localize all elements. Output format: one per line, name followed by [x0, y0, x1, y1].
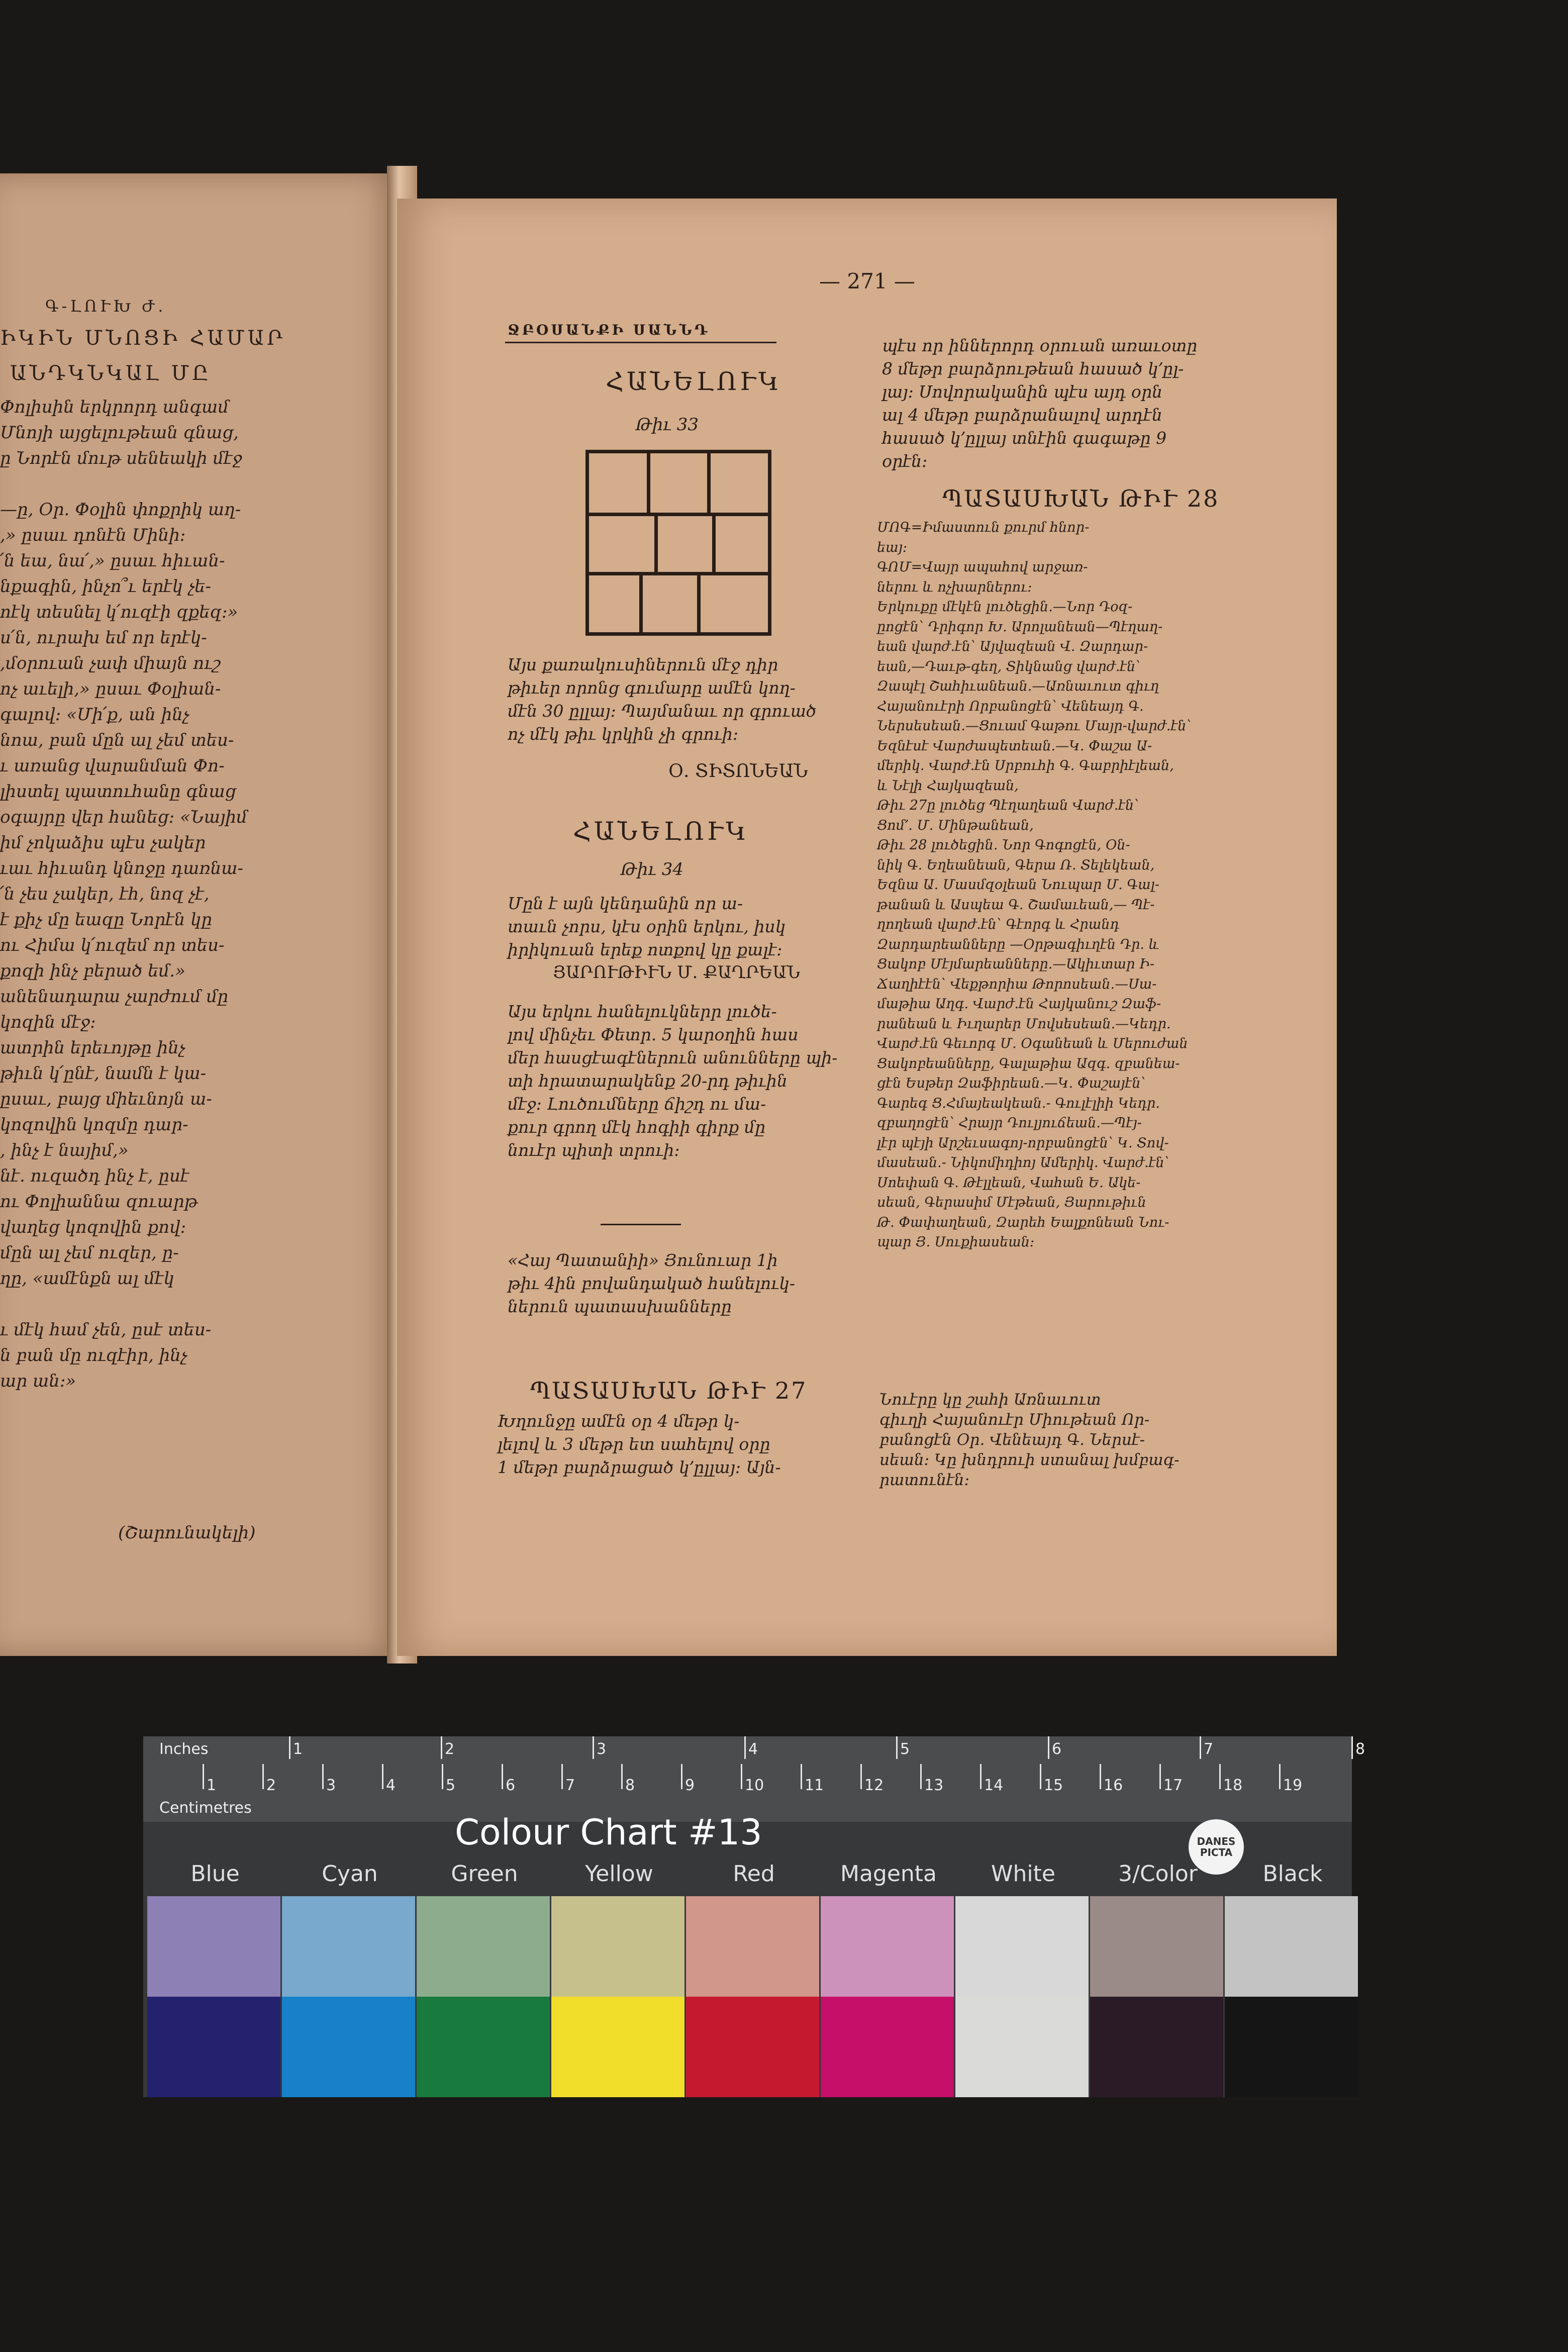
left-chapter: Գ-ԼՈՒԽ Ժ.: [45, 297, 166, 316]
text-line: Այս քառակուսիներուն մէջ դիր: [508, 655, 778, 674]
chart-title: Colour Chart #13: [455, 1812, 762, 1853]
patch-dark: [551, 1997, 684, 2097]
text-line: եայ։: [877, 539, 908, 555]
inch-label: 7: [1204, 1740, 1214, 1758]
text-line: ալ 4 մեթր բարձրանալով արդէն: [882, 405, 1162, 425]
left-text-line: ոչ աւելի,» ըսաւ Փօլիան-: [0, 679, 221, 699]
cm-label: 6: [506, 1777, 516, 1794]
left-text-line: ոէկ տեսնել կ՛ուզէի զքեզ։»: [0, 602, 238, 622]
cm-tick: [502, 1764, 503, 1789]
cm-tick: [980, 1764, 982, 1789]
puzzle34-heading: ՀԱՆԵԼՈՒԿ: [573, 817, 749, 846]
left-text-line: ղը, «ամէնքն ալ մէկ: [0, 1268, 174, 1289]
cm-tick: [1040, 1764, 1041, 1789]
puzzle34-number: Թիւ 34: [621, 859, 683, 879]
cm-tick: [203, 1764, 204, 1789]
text-line: Մըն է այն կենդանին որ ա-: [508, 894, 743, 913]
text-line: լով մինչեւ Փետր. 5 կարօղին հաս: [508, 1025, 799, 1044]
cm-tick: [1100, 1764, 1101, 1789]
text-line: մէն 30 ըլլայ։ Պայմանաւ որ գրուած: [508, 701, 817, 721]
text-line: ոչ մէկ թիւ կրկին չի գրուի։: [508, 724, 739, 744]
cm-label: 3: [326, 1777, 336, 1794]
answers-notice: [508, 1249, 795, 1318]
text-line: մերիկ. Վարժ.էն Սրբուհի Գ. Գաբրիէլեան,: [877, 758, 1174, 773]
cm-tick: [1159, 1764, 1161, 1789]
puzzle34-text: [508, 892, 786, 961]
cm-label: 5: [446, 1777, 456, 1794]
left-text-line: կոզովին կոզմը դար-: [0, 1115, 188, 1135]
text-line: մասեան.- Նիկոմիդիոյ Ամերիկ. Վարժ.էն՝: [877, 1155, 1169, 1170]
patch-dark: [821, 1997, 954, 2097]
text-line: թիւեր որոնց գումարը ամէն կող-: [508, 678, 796, 698]
left-body: [0, 397, 302, 1397]
text-line: Այս երկու հանելուկներր լուծե-: [508, 1002, 777, 1021]
text-line: ցէն Եսթեր Զաֆիրեան.—Կ. Փաշայէն՝: [877, 1075, 1146, 1091]
left-text-line: անենադարա չարժում մը: [0, 987, 229, 1007]
left-text-line: ՛ն չես չակեր, էհ, նոզ չէ,: [0, 884, 210, 904]
text-line: Գարեգ Ց.Հմայեակեան.- Գուլէլիի Կեդր.: [877, 1095, 1160, 1111]
cm-tick: [262, 1764, 264, 1789]
inch-label: 4: [748, 1740, 758, 1758]
patch-dark: [147, 1997, 280, 2097]
cm-label: 19: [1283, 1777, 1303, 1794]
inch-tick: [289, 1736, 290, 1759]
inch-tick: [593, 1736, 594, 1759]
puzzle34-instructions: [508, 1000, 837, 1162]
cm-label: 2: [266, 1777, 276, 1794]
text-line: զբաղոցէն՝ Հրայր Դուլյուճեան.—Պէյ-: [877, 1115, 1142, 1131]
left-text-line: նէ. ուզածդ ինչ է, ըսէ: [0, 1166, 189, 1186]
patch-label: White: [991, 1861, 1055, 1887]
left-text-line: է քիչ մը եազը Նորէն կը: [0, 910, 212, 930]
cm-tick: [442, 1764, 443, 1789]
left-text-line: ն բան մը ուզէիր, ինչ: [0, 1345, 187, 1365]
text-line: Ներսեսեան.—Ցուամ Գաթու Մայր-վարժ.էն՝: [877, 718, 1192, 734]
text-line: ըոցէն՝ Դրիգոր Խ. Արոլանեան—Պէղաղ-: [877, 619, 1163, 635]
section-rule: [505, 342, 776, 343]
section-title: ՋԲՕՍԱՆՔԻ ՍԱՆՆԴ: [508, 322, 710, 338]
text-line: Ճաղիէէն՝ Վեքթորիա Թորոսեան.—Սա-: [877, 976, 1157, 992]
cm-label: 17: [1163, 1777, 1183, 1794]
cm-tick: [561, 1764, 563, 1789]
left-text-line: ը Նորէն մութ սենեակի մէջ: [0, 448, 242, 468]
left-heading-1: ԻԿԻՆ ՄՆՈՑԻ ՀԱՄԱՐ: [0, 327, 286, 350]
text-line: լելով և 3 մեթր ետ սահելով օրը: [498, 1434, 770, 1454]
answer28-text: [877, 518, 1191, 1252]
puzzle33-author: Օ. ՏԻՏՈՆԵԱՆ: [668, 761, 808, 781]
patch-label: 3/Color: [1118, 1861, 1198, 1887]
inch-tick: [1200, 1736, 1201, 1759]
text-line: Խղունջը ամէն օր 4 մեթր կ-: [498, 1411, 740, 1431]
text-line: և Նէլի Հայկազեան,: [877, 777, 1019, 794]
cm-label: 16: [1104, 1777, 1123, 1794]
text-line: 1 մեթր բարձրացած կ՚ըլլայ։ Այն-: [498, 1457, 781, 1477]
left-text-line: Փոլիսին երկրորդ անգամ: [0, 397, 229, 417]
text-line: Հայանուէրի Որբանոցէն՝ Վենեայդ Գ.: [877, 698, 1144, 714]
left-text-line: թիւն կ՛ընէ, նամն է կա-: [0, 1063, 207, 1084]
inches-label: Inches: [159, 1740, 209, 1758]
cm-tick: [322, 1764, 324, 1789]
puzzle-grid: [585, 450, 771, 636]
puzzle34-author: ՅԱՐՈՒԹԻՒՆ Մ. ՔԱՂՐԵԱՆ: [553, 962, 800, 983]
cm-tick: [741, 1764, 742, 1789]
left-text-line: նքագին, ինչո՞ւ երէկ չե-: [0, 576, 211, 597]
left-heading-2: ԱՆԴԿՆԿԱԼ ՄԸ: [10, 362, 212, 385]
left-text-line: [0, 1294, 302, 1320]
text-line: բանոցէն Օր. Վենեայդ Գ. Ներսէ-: [879, 1431, 1145, 1449]
text-line: մեր հասցէագէներուն անունները պի-: [508, 1048, 838, 1067]
patch-dark: [417, 1997, 550, 2097]
text-line: Նուէրը կը շահի Առնաւուտ: [879, 1391, 1101, 1409]
text-line: Եզնա Ա. Մասմզօլեան Նուպար Մ. Գալ-: [877, 877, 1160, 893]
puzzle33-text: [508, 653, 816, 746]
text-line: նիկ Գ. Եղեանեան, Գերա Ռ. Տելեկեան,: [877, 857, 1155, 873]
text-line: րատունէն։: [879, 1471, 970, 1489]
patch-dark: [1225, 1997, 1358, 2097]
patch-light: [147, 1896, 280, 1997]
left-text-line: —ը, Օր. Փօլին փոքրիկ աղ-: [0, 500, 241, 520]
patch-dark: [686, 1997, 819, 2097]
left-text-line: կոզին մէջ։: [0, 1012, 96, 1032]
cm-label: 11: [805, 1777, 824, 1794]
page-number: — 271 —: [819, 269, 915, 293]
answer28-heading: ՊԱՏԱՍԽԱՆ ԹԻՒ 28: [942, 485, 1220, 512]
left-text-line: ,» ըսաւ դոնէն Մինի։: [0, 525, 186, 545]
text-line: Թ. Փափաղեան, Զարեհ Եալքոնեան Նու-: [877, 1214, 1169, 1230]
left-text-line: ւաւ հիւանդ կնոջը դառնա-: [0, 858, 244, 878]
text-line: ներու և ոչխարներու։: [877, 579, 1032, 595]
cm-tick: [860, 1764, 862, 1789]
patch-label: Magenta: [840, 1861, 937, 1887]
patch-light: [686, 1896, 819, 1997]
patch-light: [1225, 1896, 1358, 1997]
text-line: «Հայ Պատանիի» Յունուար 1ի: [508, 1250, 778, 1270]
text-line: Վարժ.էն Գեւորգ Մ. Օգանեան և Մերուժան: [877, 1036, 1188, 1051]
inch-label: 6: [1052, 1740, 1062, 1758]
text-line: լէր պէյի Արշեւսագոյ-որբանոցէն՝ Կ. Տով-: [877, 1135, 1169, 1151]
cm-label: 9: [685, 1777, 695, 1794]
left-text-line: [0, 474, 302, 500]
patch-label: Yellow: [585, 1861, 653, 1887]
text-line: Ցոմ՚. Մ. Մինթանեան,: [877, 817, 1034, 833]
inch-label: 1: [293, 1740, 303, 1758]
text-line: թիւ 4ին բովանդակած հանելուկ-: [508, 1273, 796, 1293]
text-line: եան վարժ.էն՝ Այվազեան Վ. Զարդար-: [877, 639, 1148, 654]
inch-label: 5: [900, 1740, 910, 1758]
inch-label: 2: [445, 1740, 455, 1758]
inch-label: 3: [597, 1740, 607, 1758]
patch-light: [821, 1896, 954, 1997]
cm-label: 13: [924, 1777, 944, 1794]
left-text-line: ու Հիմա կ՛ուզեմ որ տես-: [0, 935, 225, 955]
text-line: օրէն։: [882, 451, 928, 471]
text-line: քուր գրող մէկ հոգիի գիրք մը: [508, 1117, 766, 1137]
puzzle33-number: Թիւ 33: [636, 415, 699, 435]
patch-label: Green: [451, 1861, 518, 1887]
cm-label: 7: [565, 1777, 575, 1794]
left-text-line: ւ մէկ համ չեն, ըսէ տես-: [0, 1320, 212, 1340]
inch-tick: [1351, 1736, 1353, 1759]
left-text-line: ս՛ն, ուրախ եմ որ երէկ-: [0, 628, 207, 648]
cm-tick: [621, 1764, 623, 1789]
text-line: մաթիա Աղգ. Վարժ.էն Հայկանուշ Զաֆ-: [877, 996, 1161, 1012]
text-line: նուէր պիտի տրուի։: [508, 1140, 680, 1160]
cm-label: 15: [1044, 1777, 1063, 1794]
cm-tick: [801, 1764, 802, 1789]
cm-tick: [681, 1764, 682, 1789]
ruler: [143, 1736, 1365, 1822]
text-line: Ցակոբեանները, Գալաթիա Ազգ. զբանեա-: [877, 1055, 1180, 1071]
text-line: ԳՈՄ=Վայր ապահով արջառ-: [877, 559, 1088, 575]
left-text-line: ար ան։»: [0, 1371, 76, 1391]
patch-label: Red: [733, 1861, 775, 1887]
text-line: Սոեփան Գ. Թէլլեան, Վահան Ե. Ակե-: [877, 1174, 1141, 1191]
left-text-line: վաղեց կոզովին քով։: [0, 1217, 186, 1237]
text-line: սեան։ Կը խնդրուի ստանալ խմբագ-: [879, 1451, 1180, 1469]
text-line: պէս որ իններորդ օրուան առաւօտը: [882, 336, 1198, 355]
patch-label: Blue: [190, 1861, 240, 1887]
left-text-line: ատրին երեւոյթը ինչ: [0, 1038, 185, 1058]
inch-label: 8: [1355, 1740, 1365, 1758]
left-text-line: ՛ն եա, նա՛,» ըսաւ հիւան-: [0, 551, 225, 571]
patch-light: [955, 1896, 1089, 1997]
colour-chart: [143, 1736, 1365, 2097]
left-text-line: քոզի ինչ բերած եմ.»: [0, 961, 185, 981]
prize-notice: [879, 1390, 1180, 1490]
answer27-text: [498, 1410, 781, 1479]
left-text-line: ,մօրուան չափ միայն ուշ: [0, 653, 221, 673]
text-line: սեան, Գերասիմ Մէթեան, Յարութիւն: [877, 1195, 1146, 1210]
left-text-line: Մնոյի այցելութեան գնաց,: [0, 423, 239, 443]
patch-dark: [955, 1997, 1089, 2097]
text-line: Թիւ 27ը լուծեց Պէղաղեան Վարժ.էն՝: [877, 798, 1139, 813]
text-line: Թիւ 28 լուծեցին. Նոր Գոգոցէն, Օն-: [877, 837, 1130, 853]
patch-label: Black: [1262, 1861, 1323, 1887]
text-line: տաւն չորս, կէս օրին երկու, իսկ: [508, 917, 786, 936]
text-line: ՄՈԳ=Իմաստուն քուրմ հնոր-: [877, 520, 1090, 535]
answer27-heading: ՊԱՏԱՍԽԱՆ ԹԻՒ 27: [530, 1377, 808, 1404]
answer27-continued: [882, 334, 1197, 473]
text-line: Եզնէսէ Վարժապետեան.—Կ. Փաշա Ա-: [877, 738, 1152, 754]
text-line: Զարդարեանները —Օրթագիւղէն Դր. և: [877, 936, 1159, 952]
text-line: տի հրատարակենք 20-րդ թիւին: [508, 1071, 788, 1091]
cm-label: 18: [1223, 1777, 1243, 1794]
danes-picta-logo: DANES PICTA: [1189, 1819, 1244, 1875]
text-line: թանան և Ասպեա Գ. Շամաւեան,— Պէ-: [877, 897, 1155, 913]
left-text-line: լիստել պատուհանը գնաց: [0, 781, 236, 802]
text-line: Երկուքը մէկէն լուծեցին.—Նոր Դօզ-: [877, 599, 1133, 615]
left-text-line: , ինչ է նայիմ,»: [0, 1140, 129, 1160]
inch-tick: [1048, 1736, 1049, 1759]
text-line: Ցակոբ Մէյմարեանները.—Ակիւտար Ի-: [877, 956, 1154, 972]
cm-label: 14: [984, 1777, 1004, 1794]
text-line: ներուն պատասխանները: [508, 1297, 732, 1316]
text-line: Զապէլ Շահիւանեան.—Առնաւուտ գիւղ: [877, 678, 1159, 694]
left-text-line: մըն ալ չեմ ուզեր, ը-: [0, 1243, 179, 1263]
cm-tick: [920, 1764, 922, 1789]
text-line: րանեան և Իւղարեր Մովսեսեան.—Կեդր.: [877, 1016, 1171, 1032]
cm-tick: [382, 1764, 383, 1789]
left-text-line: գալով։ «Մի՛ք, ան ինչ: [0, 705, 189, 725]
left-text-line: նոա, բան մըն ալ չեմ տես-: [0, 730, 234, 750]
patch-light: [282, 1896, 415, 1997]
cm-tick: [1219, 1764, 1221, 1789]
text-line: հասած կ՚ըլլայ տնէին գագաթը 9: [882, 428, 1167, 448]
left-signature: (Շարունակելի): [118, 1523, 256, 1543]
left-text-line: իմ չոկաձիս պէս չակեր: [0, 833, 206, 853]
cm-label: 10: [745, 1777, 764, 1794]
inch-tick: [896, 1736, 898, 1759]
text-line: ղողեան վարժ.էն՝ Գէորգ և Հրանդ: [877, 917, 1120, 932]
patch-dark: [282, 1997, 415, 2097]
cm-label: 1: [207, 1777, 217, 1794]
patch-dark: [1090, 1997, 1223, 2097]
text-line: գիւղի Հայանուէր Միութեան Որ-: [879, 1411, 1150, 1429]
text-line: մէջ։ Լուծումները ճիշդ ու մա-: [508, 1094, 766, 1114]
puzzle33-heading: ՀԱՆԵԼՈՒԿ: [606, 367, 782, 396]
left-text-line: օգայրը վեր հանեց։ «Նայիմ: [0, 807, 248, 827]
cm-label: 8: [625, 1777, 635, 1794]
text-line: 8 մեթր բարձրութեան հասած կ՚ըլ-: [882, 359, 1184, 378]
patch-light: [551, 1896, 684, 1997]
cm-label: 4: [386, 1777, 396, 1794]
separator-rule: [601, 1224, 681, 1225]
patch-light: [1090, 1896, 1223, 1997]
cm-tick: [1279, 1764, 1281, 1789]
text-line: լայ։ Սովորականին պէս այդ օրն: [882, 382, 1163, 402]
text-line: իրիկուան երեք ոտքով կը քալէ։: [508, 940, 782, 959]
patch-light: [417, 1896, 550, 1997]
text-line: եան,—Դաւթ-գեղ, Տիկնանց վարժ.էն՝: [877, 658, 1141, 674]
inch-tick: [441, 1736, 442, 1759]
inch-tick: [744, 1736, 746, 1759]
patch-label: Cyan: [322, 1861, 378, 1887]
left-text-line: ու Փոլիաննա զուարթ: [0, 1192, 198, 1212]
left-text-line: ւ առանց վարանման Փո-: [0, 756, 225, 776]
left-text-line: ըսաւ, բայց միեւնոյն ա-: [0, 1089, 212, 1109]
centimetres-label: Centimetres: [159, 1799, 252, 1817]
text-line: պար Յ. Սուքիասեան։: [877, 1234, 1035, 1250]
cm-label: 12: [864, 1777, 884, 1794]
